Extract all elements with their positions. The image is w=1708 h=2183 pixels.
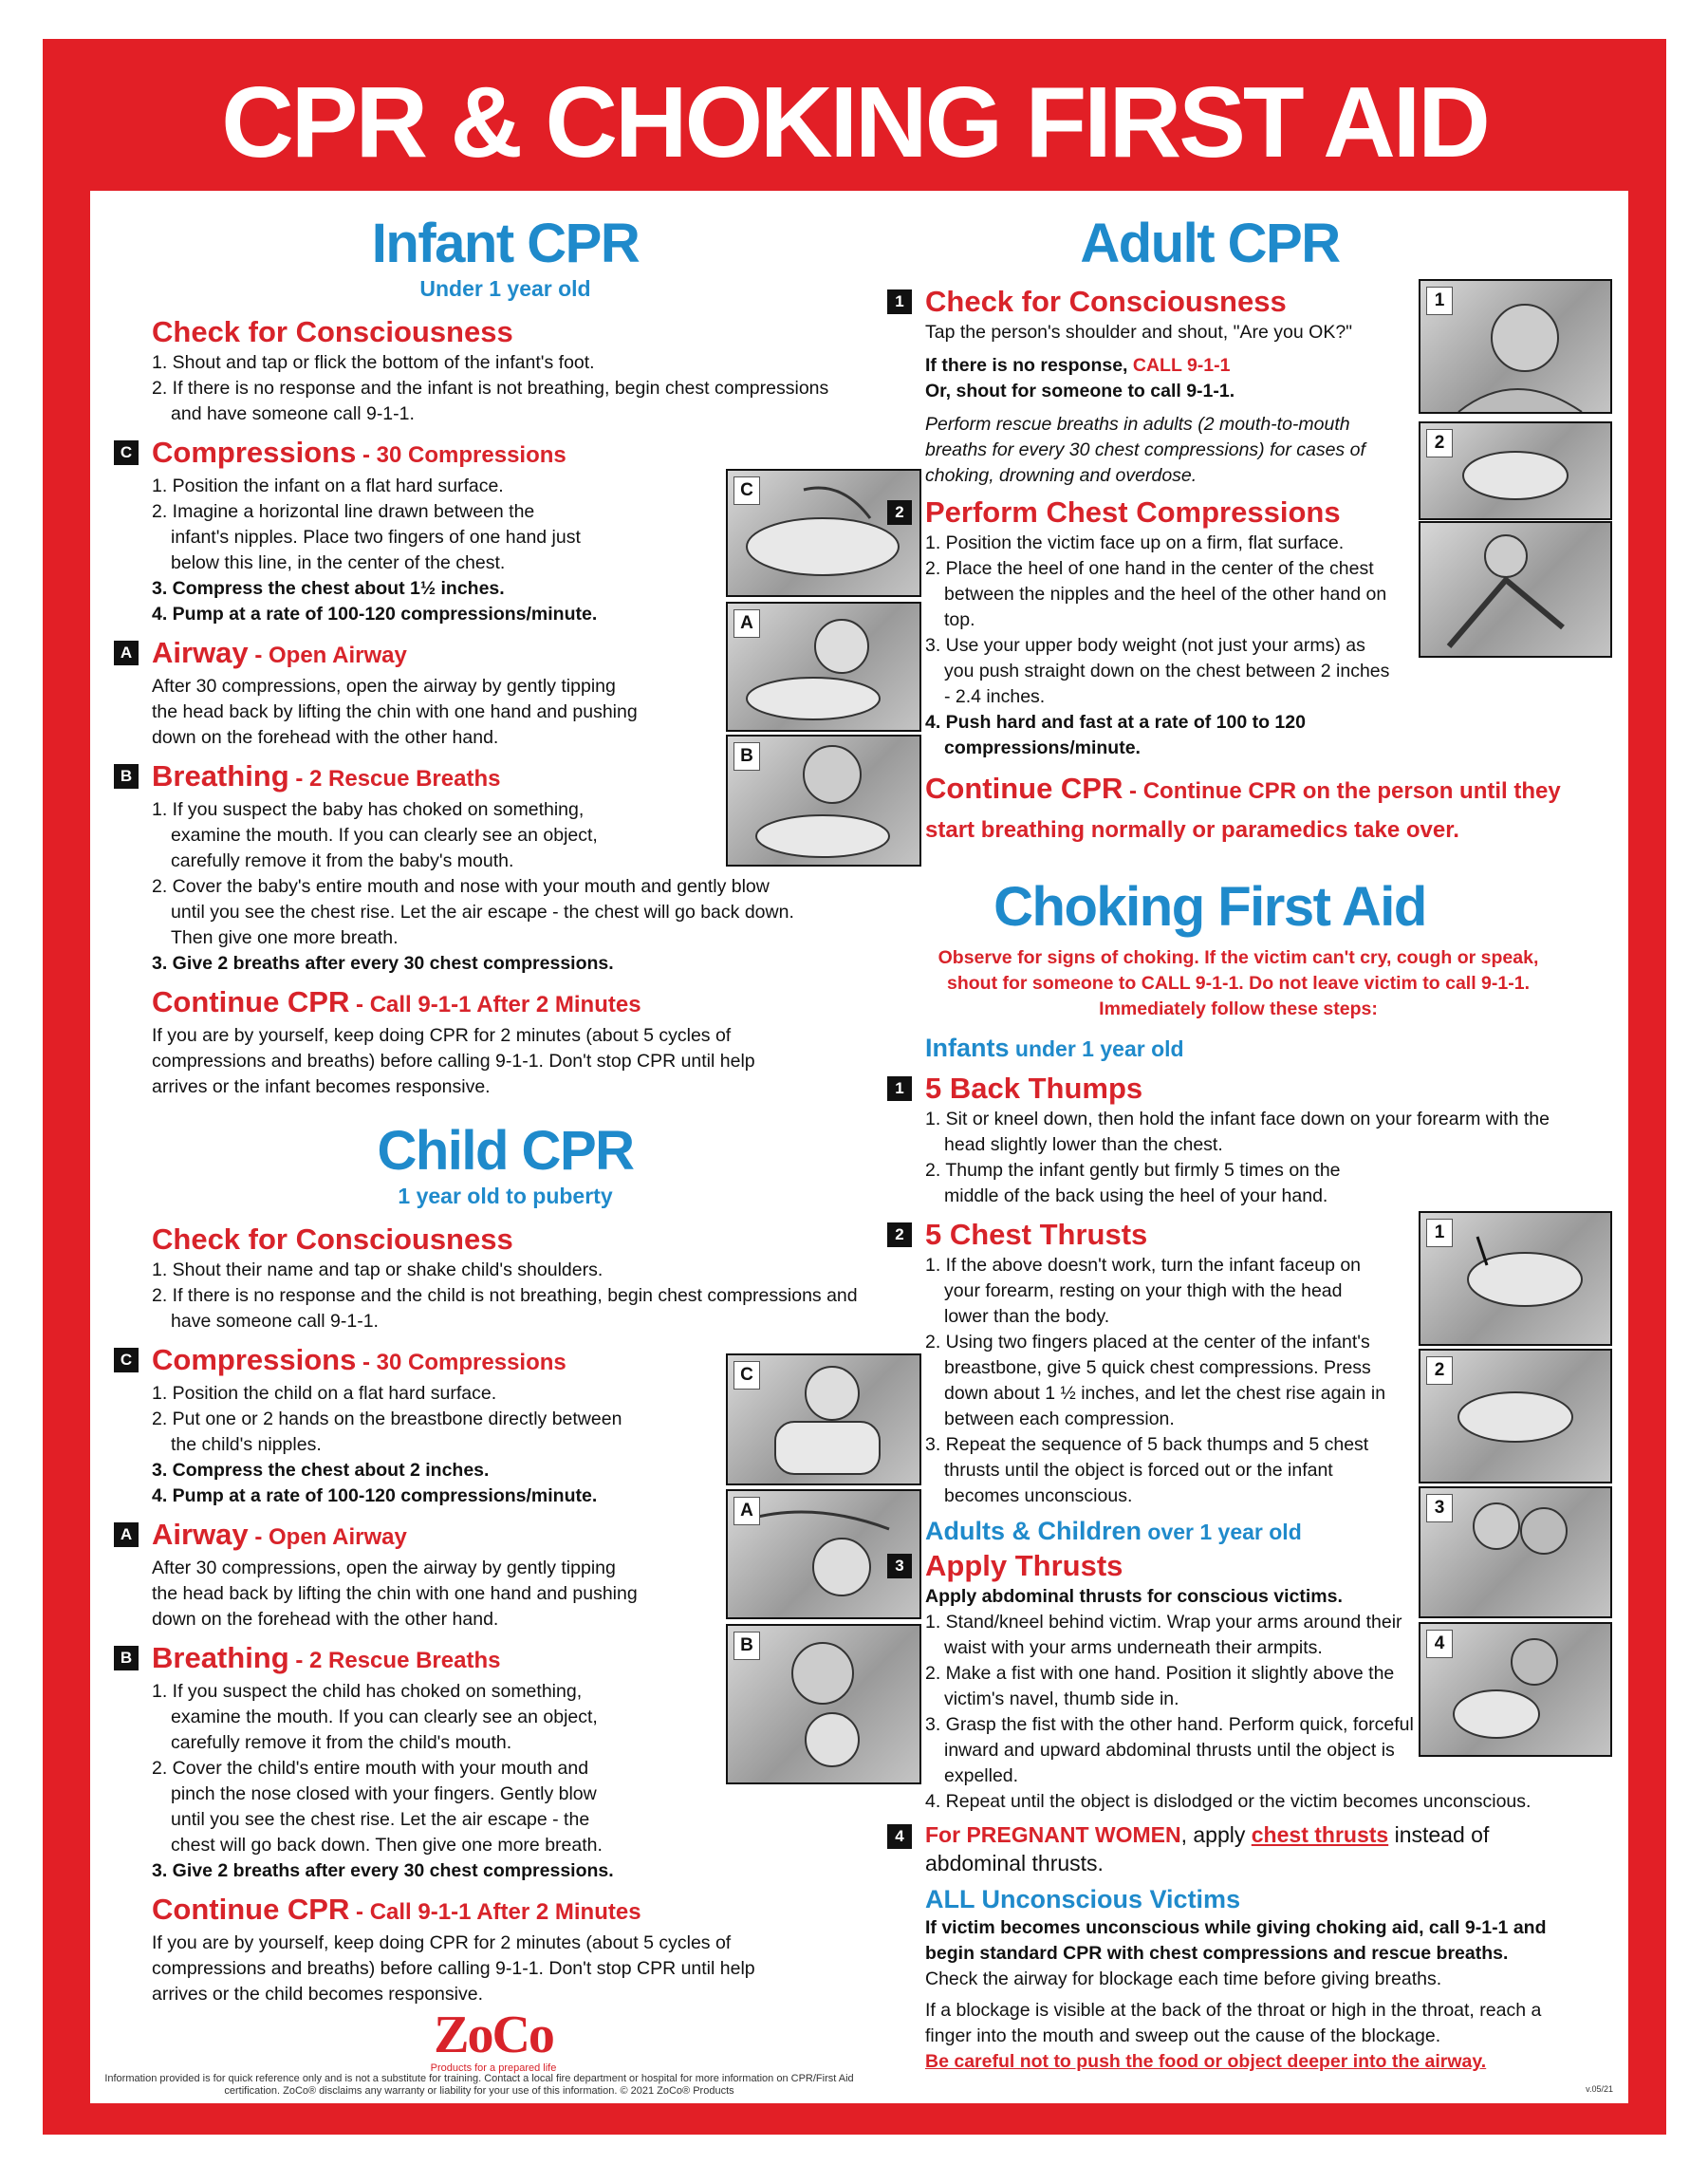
badge-c: C — [114, 1348, 139, 1372]
unconscious-check: Check the airway for blockage each time before giving breaths. — [925, 1968, 1442, 1989]
adult-check-call-pre: If there is no response, — [925, 355, 1133, 376]
infant-compressions-item: 2. Imagine a horizontal line drawn between the infant's nipples. Place two fingers of one hand just below this line, in the center of the chest. — [152, 501, 581, 573]
child-breathing-suffix: - 2 Rescue Breaths — [288, 1648, 501, 1673]
choking-thrusts-item: 4. Repeat until the object is dislodged or the victim becomes unconscious. — [925, 1791, 1532, 1812]
version-label: v.05/21 — [1586, 2084, 1613, 2094]
unconscious-bold: If victim becomes unconscious while giving choking aid, call 9-1-1 and begin standard CPR with chest compressions and rescue breaths. — [925, 1917, 1547, 1964]
adult-compressions-item: 2. Place the heel of one hand in the center of the chest between the nipples and the heel of the other hand on top. — [925, 558, 1387, 630]
adult-compressions-heading: Perform Chest Compressions — [925, 495, 1341, 529]
choking-thrusts-lead: Apply abdominal thrusts for conscious victims. — [925, 1586, 1343, 1607]
infant-cpr-subtitle: Under 1 year old — [419, 276, 591, 301]
infant-continue-text: If you are by yourself, keep doing CPR for 2 minutes (about 5 cycles of compressions and breaths) before calling 9-1-1. Don't stop CPR until help arrives or the infant becomes responsive. — [152, 1025, 755, 1097]
figure-label: B — [733, 1632, 760, 1660]
choking-chest-heading: 5 Chest Thrusts — [925, 1218, 1148, 1251]
infant-breathing-item: 3. Give 2 breaths after every 30 chest compressions. — [152, 953, 614, 974]
infant-continue-suffix: - Call 9-1-1 After 2 Minutes — [349, 992, 641, 1017]
choking-thrusts-item: 2. Make a fist with one hand. Position it slightly above the victim's navel, thumb side in. — [925, 1663, 1395, 1709]
child-continue-suffix: - Call 9-1-1 After 2 Minutes — [349, 1899, 641, 1925]
choking-pregnant-block — [895, 1820, 1580, 1877]
choking-abdominal-illustration — [1419, 1486, 1612, 1618]
child-compressions-illustration — [726, 1353, 921, 1485]
adult-check-heading: Check for Consciousness — [925, 285, 1287, 318]
infant-compressions-illustration — [726, 469, 921, 597]
infant-airway-text: After 30 compressions, open the airway by gently tipping the head back by lifting the chin with one hand and pushing down on the forehead with the other hand. — [152, 676, 638, 748]
badge-2: 2 — [887, 500, 912, 525]
infant-compressions-item: 1. Position the infant on a flat hard surface. — [152, 476, 504, 496]
adult-cpr-title: Adult CPR — [1080, 213, 1340, 274]
choking-chest-item: 3. Repeat the sequence of 5 back thumps and 5 chest thrusts until the object is forced out or the infant becomes unconscious. — [925, 1434, 1369, 1506]
pregnant-red: For PREGNANT WOMEN — [925, 1822, 1181, 1847]
adult-compression-illustration — [1419, 521, 1612, 658]
choking-infants-label: Infants — [925, 1034, 1010, 1062]
infant-continue-heading: Continue CPR — [152, 985, 350, 1018]
logo-brand: ZoCo — [434, 2006, 553, 2064]
poster-frame — [43, 39, 1666, 2135]
infant-breathing-illustration — [726, 735, 921, 867]
infant-compressions-suffix: - 30 Compressions — [356, 442, 566, 468]
child-check-item: 2. If there is no response and the child is not breathing, begin chest compressions and have someone call 9-1-1. — [152, 1285, 858, 1332]
choking-chest-item: 2. Using two fingers placed at the center of the infant's breastbone, give 5 quick chest compressions. Press down about 1 ½ inches, and let the chest rise again in between each compression. — [925, 1332, 1386, 1429]
choking-back-block — [895, 1071, 1613, 1209]
figure-label: A — [733, 609, 760, 638]
adult-check-text: Tap the person's shoulder and shout, "Are you OK?" — [925, 322, 1353, 343]
child-breathing-heading: Breathing — [152, 1641, 289, 1674]
choking-adults-sub: over 1 year old — [1142, 1520, 1302, 1544]
disclaimer: Information provided is for quick reference only and is not a substitute for training. Contact a local fire department or hospital for more information on CPR/First Aid certification. ZoCo® disclaims any warranty or liability for your use of this information. © 2021 ZoCo® Products — [104, 2073, 854, 2097]
choking-back-thumps-illustration — [1419, 1211, 1612, 1346]
badge-1: 1 — [887, 289, 912, 314]
infant-breathing-heading: Breathing — [152, 759, 289, 793]
infant-breathing-suffix: - 2 Rescue Breaths — [288, 766, 501, 792]
logo-tagline: Products for a prepared life — [430, 2062, 557, 2074]
figure-label: 3 — [1426, 1494, 1453, 1522]
infant-cpr-title: Infant CPR — [371, 213, 640, 274]
unconscious-sweep: If a blockage is visible at the back of the throat or high in the throat, reach a finger into the mouth and sweep out the cause of the blockage. — [925, 2000, 1542, 2046]
pregnant-end: instead of abdominal thrusts. — [925, 1822, 1490, 1875]
child-airway-suffix: - Open Airway — [248, 1524, 407, 1550]
child-breathing-item: 1. If you suspect the child has choked on something, examine the mouth. If you can clearly see an object, carefully remove it from the child's mouth. — [152, 1681, 598, 1753]
page-title: CPR & CHOKING FIRST AID — [221, 66, 1488, 178]
infant-check-item: 1. Shout and tap or flick the bottom of the infant's foot. — [152, 352, 595, 373]
child-compressions-suffix: - 30 Compressions — [356, 1350, 566, 1375]
adult-continue-heading: Continue CPR — [925, 772, 1123, 805]
figure-label: C — [733, 1361, 760, 1390]
child-compressions-item: 3. Compress the chest about 2 inches. — [152, 1460, 490, 1481]
infant-continue-block — [152, 984, 859, 1100]
badge-a: A — [114, 1522, 139, 1547]
choking-thrusts-heading: Apply Thrusts — [925, 1549, 1123, 1582]
badge-1: 1 — [887, 1076, 912, 1101]
figure-label: A — [733, 1497, 760, 1525]
adult-check-note: Perform rescue breaths in adults (2 mouth-to-mouth breaths for every 30 chest compressions) for cases of choking, drowning and overdose. — [925, 414, 1365, 486]
figure-label: B — [733, 742, 760, 771]
figure-label: 4 — [1426, 1630, 1453, 1658]
choking-intro: Observe for signs of choking. If the victim can't cry, cough or speak, shout for someone to CALL 9-1-1. Do not leave victim to call 9-1-1. Immediately follow these steps: — [938, 947, 1539, 1019]
child-check-item: 1. Shout their name and tap or shake child's shoulders. — [152, 1259, 603, 1280]
badge-4: 4 — [887, 1824, 912, 1849]
badge-2: 2 — [887, 1222, 912, 1247]
infant-airway-illustration — [726, 602, 921, 732]
child-compressions-item: 4. Pump at a rate of 100-120 compressions/minute. — [152, 1485, 598, 1506]
unconscious-warn: Be careful not to push the food or object deeper into the airway. — [925, 2051, 1487, 2072]
choking-thrusts-item: 1. Stand/kneel behind victim. Wrap your arms around their waist with your arms underneath their armpits. — [925, 1612, 1402, 1658]
infant-compressions-heading: Compressions — [152, 436, 357, 469]
choking-chest-thrusts-illustration — [1419, 1349, 1612, 1483]
child-check-block — [152, 1222, 859, 1334]
badge-b: B — [114, 1646, 139, 1670]
infant-breathing-item: 1. If you suspect the baby has choked on something, examine the mouth. If you can clearly see an object, carefully remove it from the baby's mouth. — [152, 799, 598, 871]
choking-back-item: 2. Thump the infant gently but firmly 5 times on the middle of the back using the heel of your hand. — [925, 1160, 1341, 1206]
child-airway-text: After 30 compressions, open the airway by gently tipping the head back by lifting the chin with one hand and pushing down on the forehead with the other hand. — [152, 1558, 638, 1630]
infant-compressions-item: 3. Compress the chest about 1½ inches. — [152, 578, 505, 599]
child-breathing-illustration — [726, 1624, 921, 1784]
choking-infants-sub: under 1 year old — [1009, 1036, 1184, 1061]
choking-unconscious-block — [925, 1883, 1580, 2075]
infant-check-heading: Check for Consciousness — [152, 315, 513, 348]
infant-compressions-item: 4. Pump at a rate of 100-120 compressions/minute. — [152, 604, 598, 625]
content-panel — [90, 191, 1628, 2103]
child-compressions-item: 1. Position the child on a flat hard surface. — [152, 1383, 497, 1404]
infant-airway-heading: Airway — [152, 636, 249, 669]
badge-a: A — [114, 641, 139, 665]
badge-c: C — [114, 440, 139, 465]
adult-compressions-item: 3. Use your upper body weight (not just your arms) as you push straight down on the chest between 2 inches - 2.4 inches. — [925, 635, 1390, 707]
rescuer-compressing-image — [1420, 523, 1610, 656]
child-check-heading: Check for Consciousness — [152, 1222, 513, 1256]
chest-thrusts-link[interactable]: chest thrusts — [1251, 1822, 1389, 1847]
choking-back-heading: 5 Back Thumps — [925, 1072, 1143, 1105]
choking-back-item: 1. Sit or kneel down, then hold the infant face down on your forearm with the head slightly lower than the chest. — [925, 1109, 1550, 1155]
badge-b: B — [114, 764, 139, 789]
child-continue-block — [152, 1892, 859, 2007]
pregnant-mid: , apply — [1180, 1822, 1252, 1847]
badge-3: 3 — [887, 1554, 912, 1578]
adult-check-illustration — [1419, 279, 1612, 414]
adult-check-call-post: Or, shout for someone to call 9-1-1. — [925, 381, 1235, 401]
child-continue-heading: Continue CPR — [152, 1893, 350, 1926]
choking-thrusts-item: 3. Grasp the fist with the other hand. Perform quick, forceful inward and upward abdominal thrusts until the object is expelled. — [925, 1714, 1414, 1786]
child-compressions-item: 2. Put one or 2 hands on the breastbone directly between the child's nipples. — [152, 1409, 622, 1455]
adult-check-call-red: CALL 9-1-1 — [1132, 355, 1231, 376]
infant-airway-suffix: - Open Airway — [248, 643, 407, 668]
child-cpr-title: Child CPR — [377, 1120, 634, 1182]
child-cpr-subtitle: 1 year old to puberty — [398, 1184, 613, 1208]
child-continue-text: If you are by yourself, keep doing CPR for 2 minutes (about 5 cycles of compressions and breaths) before calling 9-1-1. Don't stop CPR until help arrives or the child becomes responsive. — [152, 1932, 755, 2005]
adult-compressions-item: 4. Push hard and fast at a rate of 100 to 120 compressions/minute. — [925, 712, 1306, 758]
choking-title: Choking First Aid — [993, 876, 1426, 938]
child-compressions-heading: Compressions — [152, 1343, 357, 1376]
choking-chest-item: 1. If the above doesn't work, turn the infant faceup on your forearm, resting on your thigh with the head lower than the body. — [925, 1255, 1362, 1327]
child-airway-heading: Airway — [152, 1518, 249, 1551]
figure-label: 2 — [1426, 429, 1453, 457]
adult-continue-block — [925, 771, 1580, 849]
figure-label: 1 — [1426, 1219, 1453, 1247]
adult-continue-text: - Continue CPR on the person until they start breathing normally or paramedics take over. — [925, 778, 1561, 843]
figure-label: 1 — [1426, 287, 1453, 315]
infant-breathing-item: 2. Cover the baby's entire mouth and nose with your mouth and gently blow until you see the chest rise. Let the air escape - the chest will go back down. Then give one more breath. — [152, 876, 794, 948]
figure-label: C — [733, 476, 760, 505]
child-breathing-item: 3. Give 2 breaths after every 30 chest compressions. — [152, 1860, 614, 1881]
choking-adults-label: Adults & Children — [925, 1517, 1142, 1545]
child-breathing-item: 2. Cover the child's entire mouth with your mouth and pinch the nose closed with your fingers. Gently blow until you see the chest rise. Let the air escape - the chest will go back down. Then give one more breath. — [152, 1758, 603, 1856]
adult-compressions-item: 1. Position the victim face up on a firm, flat surface. — [925, 532, 1345, 553]
figure-label: 2 — [1426, 1356, 1453, 1385]
unconscious-heading: ALL Unconscious Victims — [925, 1885, 1241, 1913]
infant-check-block — [152, 314, 859, 427]
adult-hands-illustration — [1419, 421, 1612, 520]
choking-fist-illustration — [1419, 1622, 1612, 1757]
infant-check-item: 2. If there is no response and the infant is not breathing, begin chest compressions and have someone call 9-1-1. — [152, 378, 829, 424]
zoco-logo — [418, 2008, 569, 2075]
